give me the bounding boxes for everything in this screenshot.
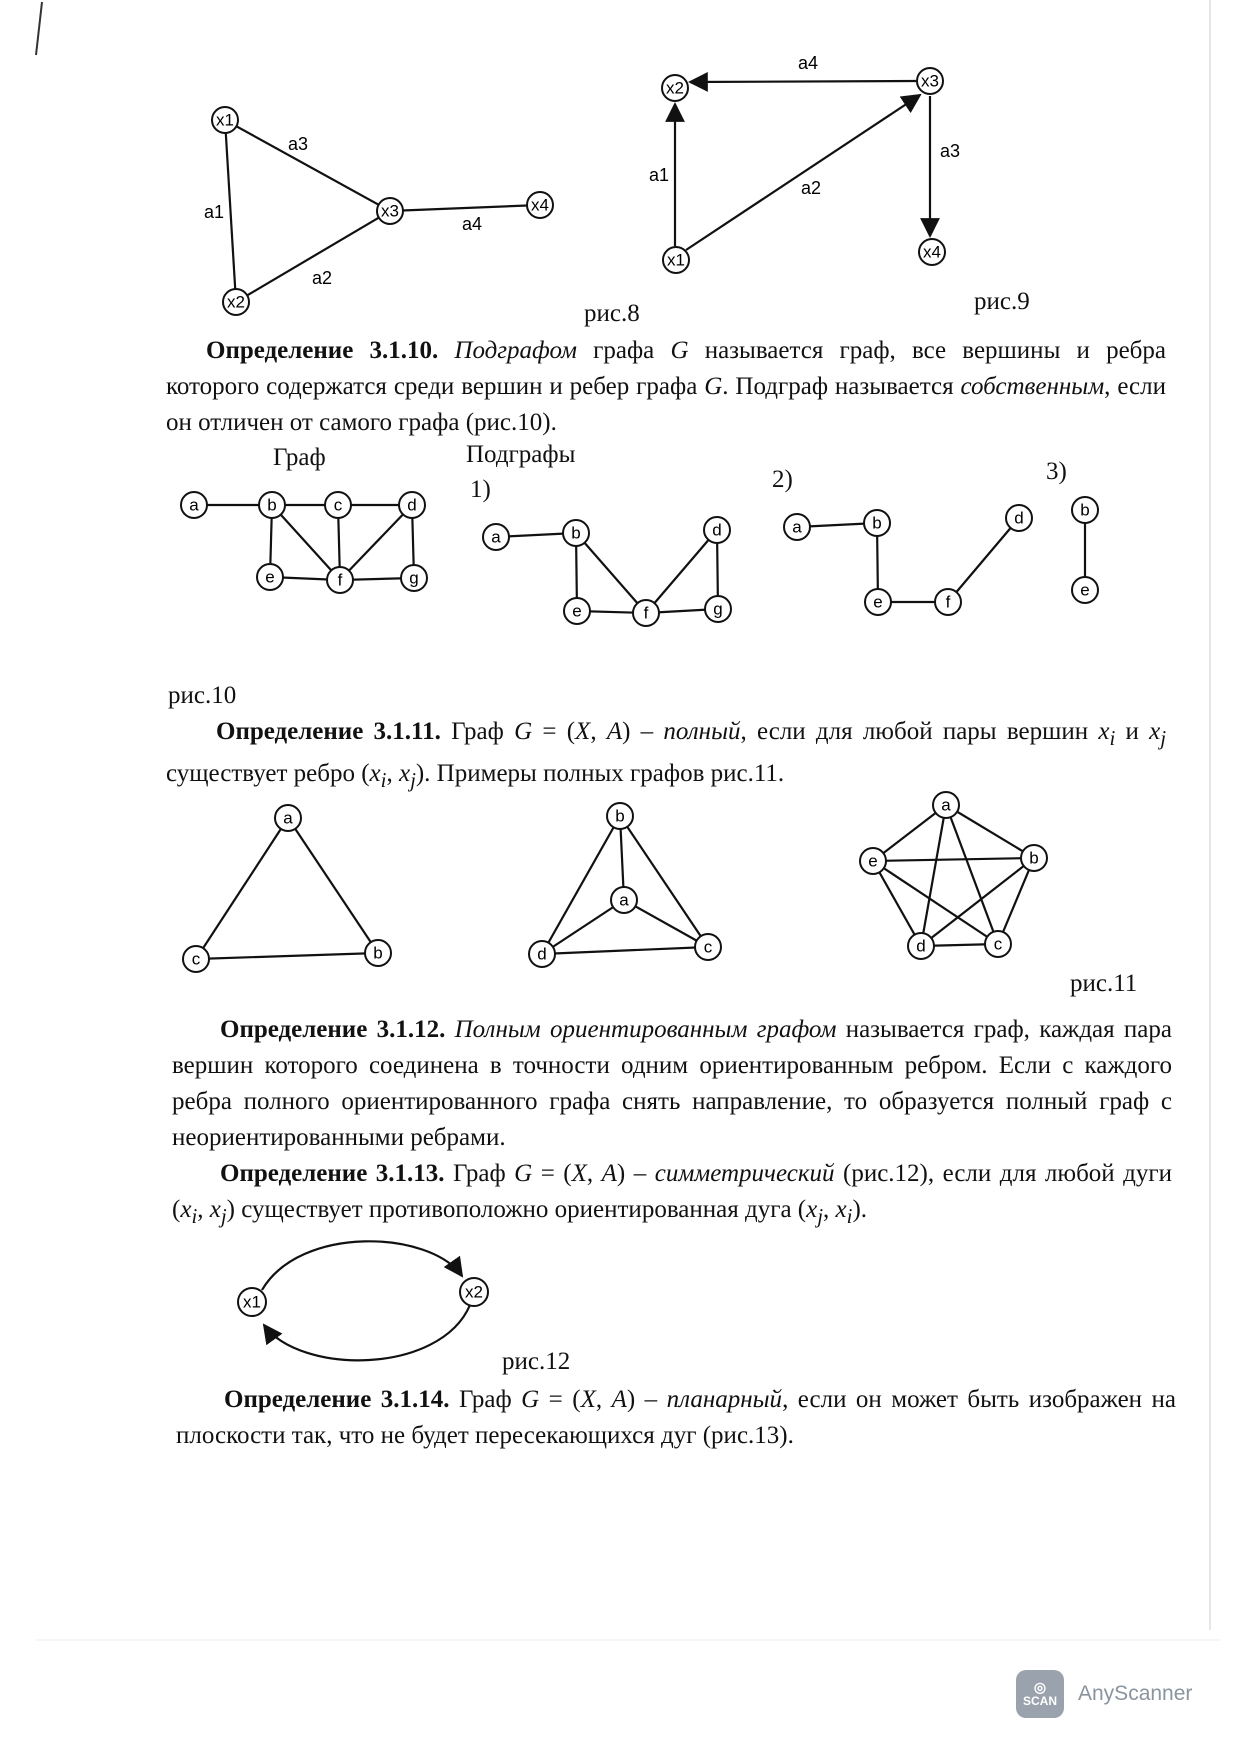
svg-text:e: e: [873, 592, 883, 612]
node-a: [611, 887, 637, 913]
figure-11-k5: [860, 792, 1047, 959]
svg-text:f: f: [643, 603, 649, 623]
caption-fig-9: рис.9: [974, 288, 1030, 315]
svg-text:x4: x4: [923, 242, 941, 262]
node-x4: [527, 192, 553, 218]
node-c: [695, 934, 721, 960]
node-x4: [919, 239, 945, 265]
scan-logo-icon: ◎ SCAN: [1016, 1670, 1064, 1718]
edge-label-a2: a2: [311, 268, 333, 288]
node-c: [985, 931, 1011, 957]
svg-text:x2: x2: [666, 78, 684, 98]
definition-term: Определение 3.1.11.: [216, 718, 441, 745]
node-f: [633, 600, 659, 626]
node-b: [563, 520, 589, 546]
svg-text:a: a: [619, 890, 629, 910]
figure-10-graph: [181, 492, 427, 593]
node-b: [365, 940, 391, 966]
svg-text:c: c: [703, 937, 713, 957]
edge-label-a3: a3: [287, 134, 309, 154]
node-f: [935, 589, 961, 615]
node-x1: [663, 247, 689, 273]
svg-text:b: b: [615, 806, 625, 826]
node-c: [325, 492, 351, 518]
svg-text:c: c: [333, 495, 343, 515]
svg-text:d: d: [712, 520, 722, 540]
svg-text:f: f: [945, 592, 951, 612]
node-x1: [212, 107, 238, 133]
label-subgraph-3: 3): [1046, 458, 1067, 485]
node-d: [399, 492, 425, 518]
node-c: [183, 946, 209, 972]
label-subgraphs: Подграфы: [466, 441, 576, 468]
definition-3-1-10: Определение 3.1.10. Подграфом графа G называется граф, все вершины и ребра которого содержатся среди вершин и ребер графа G. Подграф называется собственным, если он отличен от самого графа (рис.10).: [166, 337, 1167, 436]
caption-fig-12: рис.12: [502, 1348, 571, 1375]
node-b: [864, 510, 890, 536]
svg-text:e: e: [868, 851, 878, 871]
svg-text:f: f: [337, 570, 343, 590]
node-b: [259, 492, 285, 518]
scan-edge-left: [36, 2, 42, 55]
svg-text:x2: x2: [227, 292, 245, 312]
svg-text:a: a: [491, 527, 501, 547]
node-d: [908, 933, 934, 959]
node-x2: [223, 289, 249, 315]
svg-text:g: g: [713, 599, 723, 619]
arc-label-a3: a3: [939, 141, 961, 161]
svg-text:e: e: [1080, 580, 1090, 600]
figure-11-k4: [529, 803, 721, 967]
arc-label-a1: a1: [648, 165, 670, 185]
svg-text:c: c: [191, 949, 201, 969]
svg-text:a: a: [941, 795, 951, 815]
node-e: [860, 848, 886, 874]
svg-text:x3: x3: [381, 201, 399, 221]
arc-label-a2: a2: [800, 178, 822, 198]
definition-term: Определение 3.1.10.: [206, 337, 439, 364]
node-e: [1072, 577, 1098, 603]
svg-text:a: a: [792, 517, 802, 537]
node-e: [257, 564, 283, 590]
svg-text:g: g: [409, 568, 419, 588]
node-g: [401, 565, 427, 591]
svg-text:d: d: [537, 944, 547, 964]
node-a: [784, 514, 810, 540]
figure-11-k3: [183, 805, 391, 972]
svg-text:x2: x2: [465, 1282, 483, 1302]
node-b: [607, 803, 633, 829]
svg-text:c: c: [993, 934, 1003, 954]
node-e: [865, 589, 891, 615]
node-g: [705, 596, 731, 622]
svg-text:b: b: [872, 513, 882, 533]
node-b: [1021, 845, 1047, 871]
figure-8-graph: [204, 107, 553, 315]
node-x1: [238, 1288, 266, 1316]
figure-12-symmetric-graph: [238, 1241, 488, 1360]
node-d: [1006, 505, 1032, 531]
label-graph: Граф: [273, 444, 326, 471]
node-a: [181, 492, 207, 518]
definition-term: Определение 3.1.13.: [220, 1160, 445, 1187]
definition-3-1-13: Определение 3.1.13. Граф G = (X, A) – симметрический (рис.12), если для любой дуги ($x_i$, $x_j$) существует противоположно ориентированная дуга ($x_j$, $x_i$).: [172, 1160, 1173, 1228]
node-x3: [917, 68, 943, 94]
figure-10-subgraph-1: [483, 517, 731, 626]
label-subgraph-1: 1): [470, 476, 491, 503]
node-e: [564, 598, 590, 624]
svg-text:x1: x1: [243, 1292, 261, 1312]
svg-text:b: b: [267, 495, 277, 515]
node-b: [1072, 497, 1098, 523]
svg-text:x4: x4: [531, 195, 549, 215]
figure-10-subgraph-3: [1072, 497, 1098, 603]
scanner-watermark: [1016, 1670, 1192, 1718]
definition-3-1-11: Определение 3.1.11. Граф G = (X, A) – полный, если для любой пары вершин $x_i$ и $x_j$ существует ребро ($x_i$, $x_j$). Примеры полных графов рис.11.: [166, 718, 1166, 792]
svg-text:d: d: [407, 495, 417, 515]
node-x2: [662, 75, 688, 101]
definition-3-1-14: Определение 3.1.14. Граф G = (X, A) – планарный, если он может быть изображен на плоскости так, что не будет пересекающихся дуг (рис.13).: [176, 1386, 1176, 1449]
node-x3: [377, 198, 403, 224]
svg-text:a: a: [189, 495, 199, 515]
figure-10-subgraph-2: [784, 505, 1032, 615]
svg-text:a: a: [283, 808, 293, 828]
svg-text:e: e: [265, 567, 275, 587]
caption-fig-10: рис.10: [168, 682, 237, 709]
edge-label-a1: a1: [203, 202, 225, 222]
svg-text:b: b: [373, 943, 383, 963]
svg-text:x3: x3: [921, 71, 939, 91]
node-f: [327, 567, 353, 593]
caption-fig-11: рис.11: [1070, 970, 1138, 997]
definition-term: Определение 3.1.12.: [220, 1016, 446, 1043]
scanner-brand-label: AnyScanner: [1078, 1682, 1193, 1705]
arc-label-a4: a4: [797, 53, 819, 73]
svg-text:x1: x1: [216, 110, 234, 130]
node-d: [529, 941, 555, 967]
svg-text:b: b: [571, 523, 581, 543]
svg-text:d: d: [916, 936, 926, 956]
edge-label-a4: a4: [461, 214, 483, 234]
svg-text:x1: x1: [667, 250, 685, 270]
figure-9-digraph: [649, 53, 960, 273]
svg-text:b: b: [1080, 500, 1090, 520]
definition-term: Определение 3.1.14.: [224, 1386, 450, 1413]
label-subgraph-2: 2): [772, 466, 793, 493]
svg-text:b: b: [1029, 848, 1039, 868]
node-a: [275, 805, 301, 831]
svg-text:e: e: [572, 601, 582, 621]
node-d: [704, 517, 730, 543]
node-a: [483, 524, 509, 550]
node-x2: [460, 1278, 488, 1306]
caption-fig-8: рис.8: [584, 300, 640, 327]
svg-text:d: d: [1014, 508, 1024, 528]
definition-3-1-12: Определение 3.1.12. Полным ориентированным графом называется граф, каждая пара вершин которого соединена в точности одним ориентированным ребром. Если с каждого ребра полного ориентированного графа снять направление, то образуется полный граф с неориентированными ребрами.: [172, 1016, 1172, 1151]
